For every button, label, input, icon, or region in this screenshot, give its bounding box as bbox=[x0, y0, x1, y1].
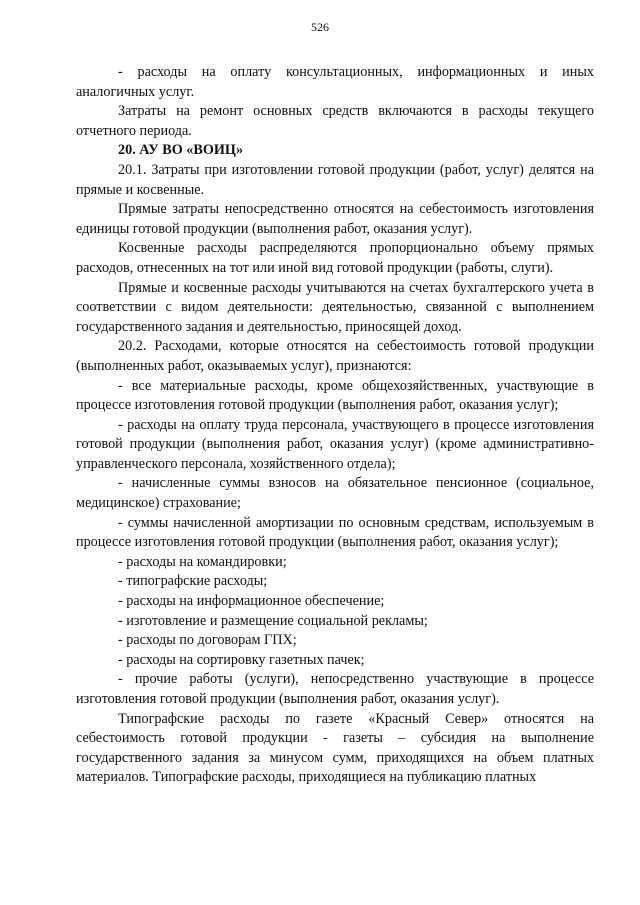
paragraph: - расходы на оплату консультационных, информационных и иных аналогичных услуг. bbox=[76, 64, 594, 100]
paragraph: Косвенные расходы распределяются пропорционально объему прямых расходов, отнесенных на тот или иной вид готовой продукции (работы, слуги). bbox=[76, 240, 594, 276]
document-body bbox=[76, 63, 594, 788]
list-item: - расходы по договорам ГПХ; bbox=[118, 632, 297, 649]
list-item: - суммы начисленной амортизации по основным средствам, используемым в процессе изготовления готовой продукции (выполнения работ, оказания услуг); bbox=[76, 514, 594, 551]
list-item: - изготовление и размещение социальной рекламы; bbox=[118, 612, 428, 629]
paragraph: 20.2. Расходами, которые относятся на себестоимость готовой продукции (выполненных работ, оказываемых услуг), признаются: bbox=[76, 338, 594, 374]
section-heading: 20. АУ ВО «ВОИЦ» bbox=[118, 142, 244, 159]
paragraph: Прямые и косвенные расходы учитываются на счетах бухгалтерского учета в соответствии с видом деятельности: деятельностью, связанной с выполнением государственного задания и деятельностью, приносящей доход. bbox=[76, 279, 594, 335]
list-item: - расходы на информационное обеспечение; bbox=[118, 593, 385, 610]
list-item: - прочие работы (услуги), непосредственно участвующие в процессе изготовления готовой продукции (выполнения работ, оказания услуг). bbox=[76, 671, 594, 707]
list-item: - начисленные суммы взносов на обязательное пенсионное (социальное, медицинское) страхование; bbox=[76, 475, 594, 512]
paragraph: Затраты на ремонт основных средств включаются в расходы текущего отчетного периода. bbox=[76, 103, 594, 139]
paragraph: 20.1. Затраты при изготовлении готовой продукции (работ, услуг) делятся на прямые и косвенные. bbox=[76, 161, 594, 198]
list-item: - расходы на сортировку газетных пачек; bbox=[118, 651, 365, 668]
page-number: 526 bbox=[311, 20, 329, 34]
list-item: - расходы на командировки; bbox=[118, 553, 287, 570]
paragraph: Прямые затраты непосредственно относятся на себестоимость изготовления единицы готовой продукции (выполнения работ, оказания услуг). bbox=[76, 201, 594, 237]
paragraph: Типографские расходы по газете «Красный Север» относятся на себестоимость готовой продукции - газеты – субсидия на выполнение государственного задания за минусом сумм, приходящихся на объем платных материалов. Типографские расходы, приходящиеся на публикацию платных bbox=[76, 710, 594, 786]
list-item: - расходы на оплату труда персонала, участвующего в процессе изготовления готовой продукции (выполнения работ, оказания услуг) (кроме административно-управленческого персонала, хозяйственного отдела); bbox=[76, 416, 594, 472]
list-item: - типографские расходы; bbox=[118, 573, 268, 590]
list-item: - все материальные расходы, кроме общехозяйственных, участвующие в процессе изготовления готовой продукции (выполнения работ, оказания услуг); bbox=[76, 377, 594, 414]
